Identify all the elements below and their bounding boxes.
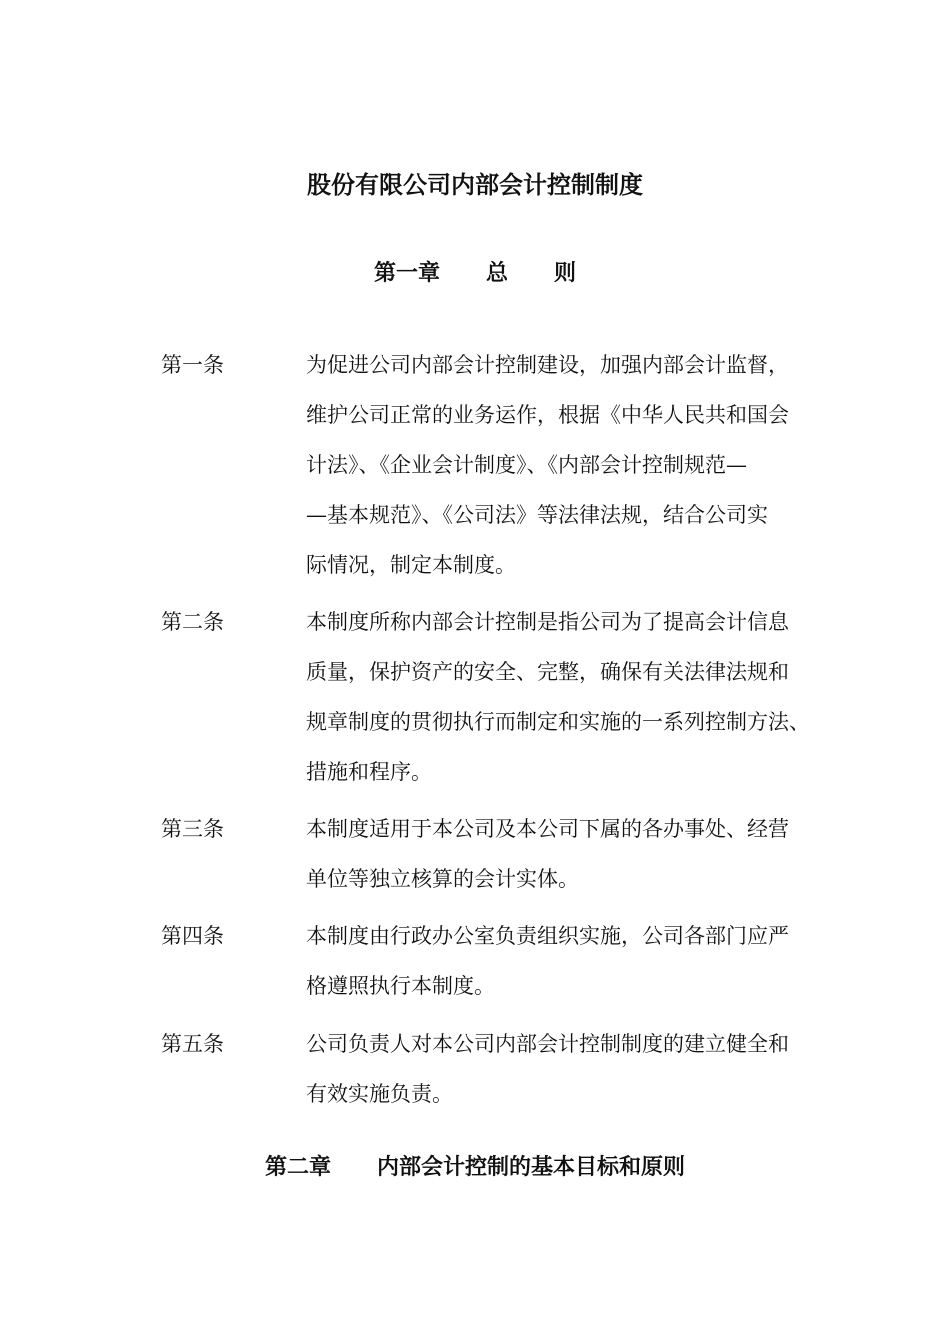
article-text [306,911,846,1011]
text-line: 维护公司正常的业务运作，根据《中华人民共和国会 [306,403,789,427]
article-label: 第三条 [161,817,224,841]
article-label: 第二条 [161,610,224,634]
text-line: —基本规范》、《公司法》等法律法规，结合公司实 [306,503,768,527]
text-line: 措施和程序。 [306,760,432,784]
article-label: 第一条 [161,353,224,377]
article-text [306,340,846,590]
article-text [306,597,846,797]
article-label: 第五条 [161,1032,224,1056]
article-text [306,804,846,904]
text-line: 规章制度的贯彻执行而制定和实施的一系列控制方法、 [306,710,810,734]
text-line: 计法》、《企业会计制度》、《内部会计控制规范— [306,453,747,477]
text-line: 为促进公司内部会计控制建设，加强内部会计监督， [306,353,789,377]
text-line: 质量，保护资产的安全、完整，确保有关法律法规和 [306,660,789,684]
text-line: 单位等独立核算的会计实体。 [306,867,579,891]
chapter-heading-2: 第二章 内部会计控制的基本目标和原则 [265,1155,685,1180]
text-line: 本制度所称内部会计控制是指公司为了提高会计信息 [306,610,789,634]
document-title: 股份有限公司内部会计控制制度 [307,171,643,199]
text-line: 有效实施负责。 [306,1082,453,1106]
text-line: 本制度由行政办公室负责组织实施，公司各部门应严 [306,924,789,948]
text-line: 公司负责人对本公司内部会计控制制度的建立健全和 [306,1032,789,1056]
article-label: 第四条 [161,924,224,948]
chapter-heading-1: 第一章 总 则 [374,261,576,286]
text-line: 格遵照执行本制度。 [306,974,495,998]
text-line: 本制度适用于本公司及本公司下属的各办事处、经营 [306,817,789,841]
article-text [306,1019,846,1119]
text-line: 际情况，制定本制度。 [306,553,516,577]
